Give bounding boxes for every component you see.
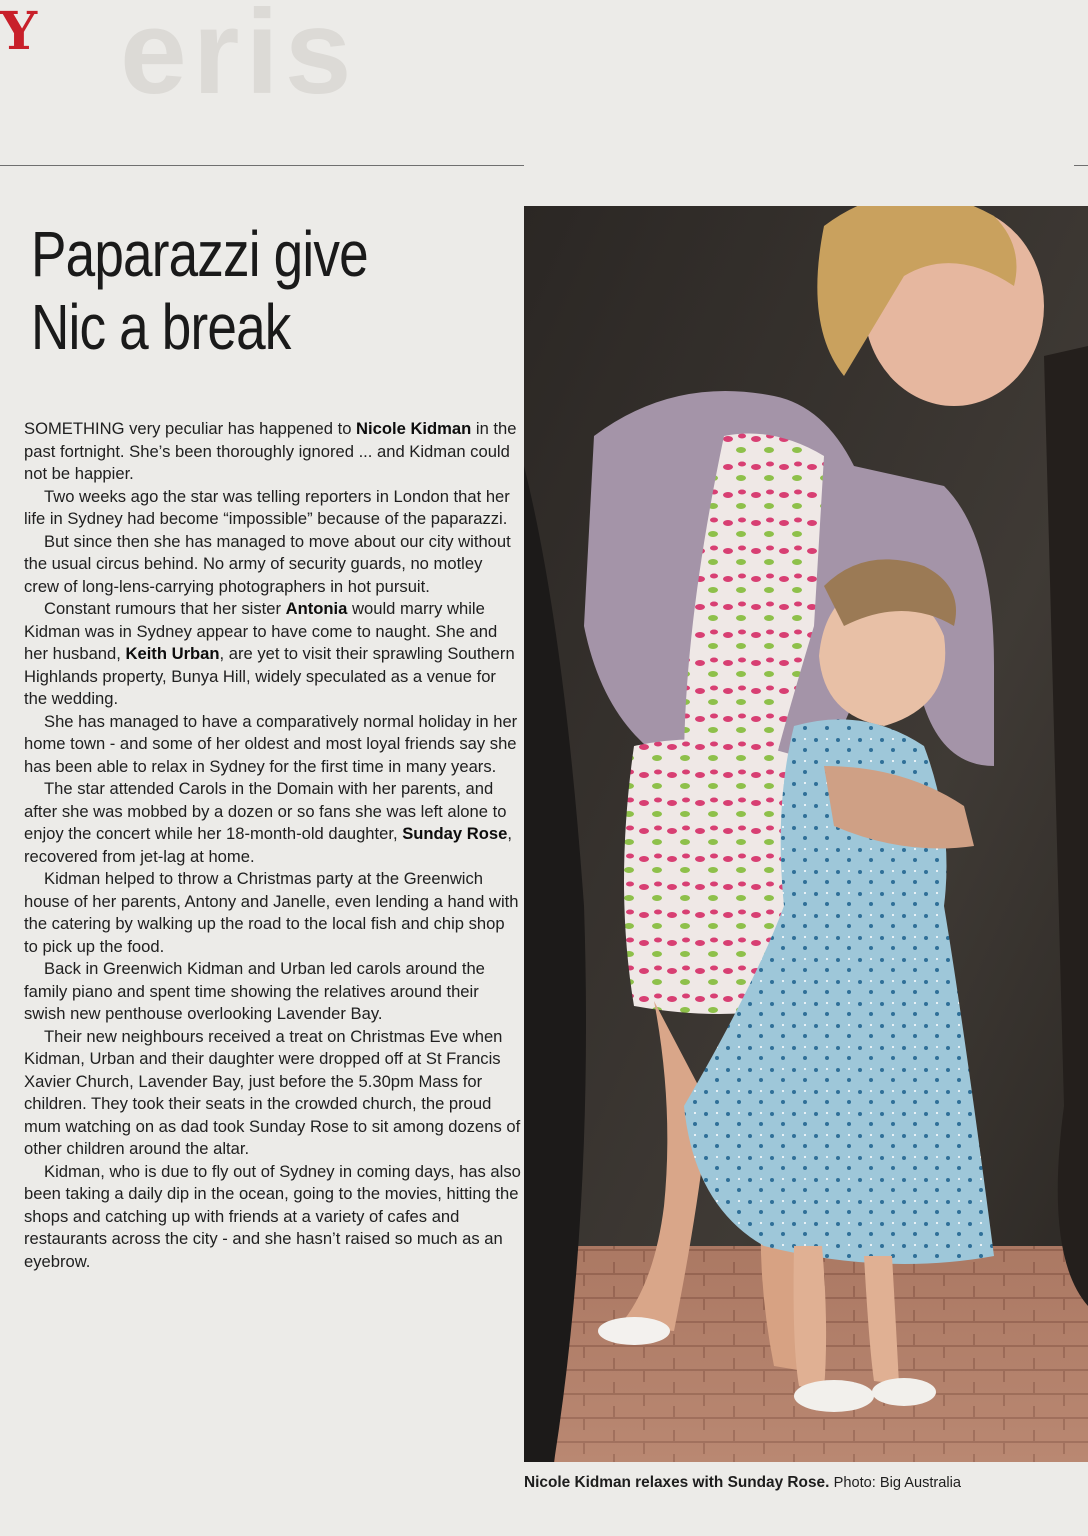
paragraph-text: Kidman, who is due to fly out of Sydney in coming days, has also been taking a daily dip in the ocean, going to the movies, hitting the shops and catching up with friends at a variety of cafes and restaurants across the city - and she hasn’t raised so much as an eyebrow. xyxy=(24,1161,521,1271)
photo-caption xyxy=(524,1474,1084,1492)
article-paragraph xyxy=(24,778,522,868)
paragraph-text: Back in Greenwich Kidman and Urban led carols around the family piano and spent time showing the relatives around their swish new penthouse overlooking Lavender Bay. xyxy=(24,959,485,1023)
photo-illustration xyxy=(524,206,1088,1462)
article-paragraph xyxy=(24,1026,522,1161)
headline xyxy=(31,218,429,364)
section-rule-right xyxy=(1074,165,1088,166)
bold-name: Sunday Rose xyxy=(402,824,508,843)
article-paragraph xyxy=(24,486,522,531)
article-paragraph xyxy=(24,958,522,1026)
paragraph-text: , are yet to visit their sprawling Southern Highlands property, Bunya Hill, widely speculated as a venue for the wedding. xyxy=(24,644,515,708)
article-paragraph xyxy=(24,1161,522,1274)
photo xyxy=(524,206,1088,1462)
paragraph-text: would marry while Kidman was in Sydney appear to have come to naught. She and her husband, xyxy=(24,599,498,663)
paragraph-text: Constant rumours that her sister xyxy=(44,599,286,618)
caption-main: Nicole Kidman relaxes with Sunday Rose. xyxy=(524,1474,830,1491)
headline-line-1: Paparazzi give xyxy=(31,218,368,290)
article-paragraph xyxy=(24,531,522,599)
headline-line-2: Nic a break xyxy=(31,291,291,363)
article-paragraph xyxy=(24,418,522,486)
article-paragraph xyxy=(24,711,522,779)
paragraph-text: Their new neighbours received a treat on Christmas Eve when Kidman, Urban and their daughter were dropped off at St Francis Xavier Church, Lavender Bay, just before the 5.30pm Mass for children. They took their seats in the crowded church, the proud mum watching on as dad took Sunday Rose to sit among dozens of other children around the altar. xyxy=(24,1026,521,1158)
article-body xyxy=(24,418,522,1273)
masthead-letter: Y xyxy=(0,1,38,62)
article-paragraph xyxy=(24,868,522,958)
bold-name: Nicole Kidman xyxy=(356,419,472,438)
paragraph-text: SOMETHING very peculiar has happened to xyxy=(24,419,357,438)
masthead-ghost: eris xyxy=(120,0,358,119)
article-paragraph xyxy=(24,598,522,711)
paragraph-text: , recovered from jet-lag at home. xyxy=(24,824,512,866)
paragraph-text: The star attended Carols in the Domain with her parents, and after she was mobbed by a dozen or so fans she was left alone to enjoy the concert while her 18-month-old daughter, xyxy=(24,779,507,843)
paragraph-text: in the past fortnight. She’s been thoroughly ignored ... and Kidman could not be happier. xyxy=(24,419,517,483)
paragraph-text: She has managed to have a comparatively normal holiday in her home town - and some of her oldest and most loyal friends say she has been able to relax in Sydney for the first time in many years. xyxy=(24,711,518,776)
caption-credit: Photo: Big Australia xyxy=(833,1475,961,1491)
paragraph-text: Kidman helped to throw a Christmas party at the Greenwich house of her parents, Antony and Janelle, even lending a hand with the catering by walking up the road to the local fish and chip shop to pick up the food. xyxy=(24,869,519,956)
paragraph-text: But since then she has managed to move about our city without the usual circus behind. No army of security guards, no motley crew of long-lens-carrying photographers in hot pursuit. xyxy=(24,531,511,596)
section-rule-left xyxy=(0,165,524,166)
bold-name: Keith Urban xyxy=(125,644,220,663)
paragraph-text: Two weeks ago the star was telling reporters in London that her life in Sydney had become “impossible” because of the paparazzi. xyxy=(24,486,510,528)
bold-name: Antonia xyxy=(285,599,348,618)
